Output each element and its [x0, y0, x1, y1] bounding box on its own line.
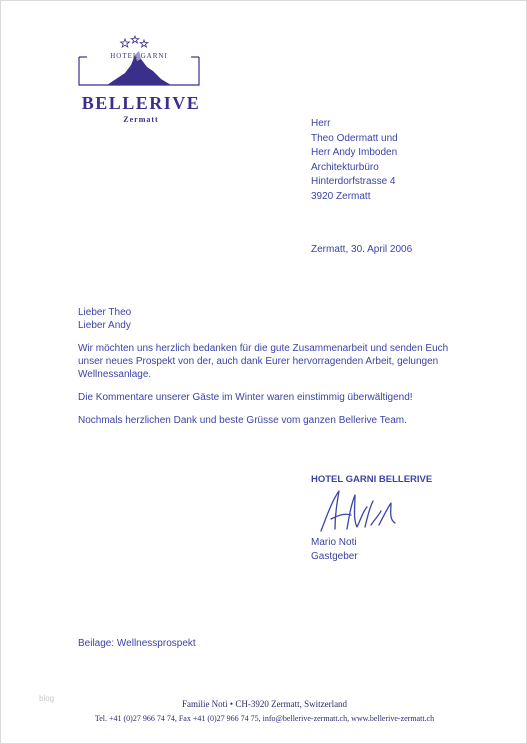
signatory [311, 536, 358, 564]
body-paragraph: Die Kommentare unserer Gäste im Winter waren einstimmig überwältigend! [78, 392, 413, 403]
closing-hotel-name: HOTEL GARNI BELLERIVE [311, 474, 433, 485]
signatory-role: Gastgeber [311, 551, 358, 562]
hotel-logo [73, 35, 205, 127]
recipient-line: Hinterdorfstrasse 4 [311, 176, 396, 187]
salutation-line: Lieber Theo [78, 307, 132, 318]
body-paragraph: Wir möchten uns herzlich bedanken für die gute Zusammenarbeit und senden Euch unser neues Prospekt von der, auch dank Eurer hervorragenden Arbeit, gelungen Wellnessanlage. [78, 343, 449, 380]
recipient-line: Herr [311, 118, 331, 129]
footer-address: Familie Noti • CH-3920 Zermatt, Switzerland [181, 699, 348, 709]
logo-hotel-garni-text: HOTEL GARNI [110, 52, 168, 60]
recipient-address [311, 117, 398, 204]
logo-town: Zermatt [123, 115, 159, 124]
recipient-line: 3920 Zermatt [311, 190, 371, 202]
footer-contact: Tel. +41 (0)27 966 74 74, Fax +41 (0)27 966 74 75, info@bellerive-zermatt.ch, www.bellerive-zermatt.ch [94, 714, 435, 723]
watermark: blog [39, 694, 55, 703]
recipient-line: Theo Odermatt und [311, 132, 398, 144]
salutation-line: Lieber Andy [78, 320, 131, 331]
recipient-line: Architekturbüro [311, 161, 379, 173]
letter-date: Zermatt, 30. April 2006 [311, 244, 413, 255]
recipient-line: Herr Andy Imboden [311, 147, 398, 158]
signature-icon [313, 485, 413, 537]
logo-hotel-name: BELLERIVE [81, 93, 201, 113]
enclosure-note: Beilage: Wellnessprospekt [78, 638, 196, 649]
letter-body [78, 306, 458, 437]
signatory-name: Mario Noti [311, 537, 357, 548]
body-paragraph: Nochmals herzlichen Dank und beste Grüsse vom ganzen Bellerive Team. [78, 415, 407, 426]
handwritten-signature [313, 485, 413, 542]
salutation [78, 306, 458, 332]
